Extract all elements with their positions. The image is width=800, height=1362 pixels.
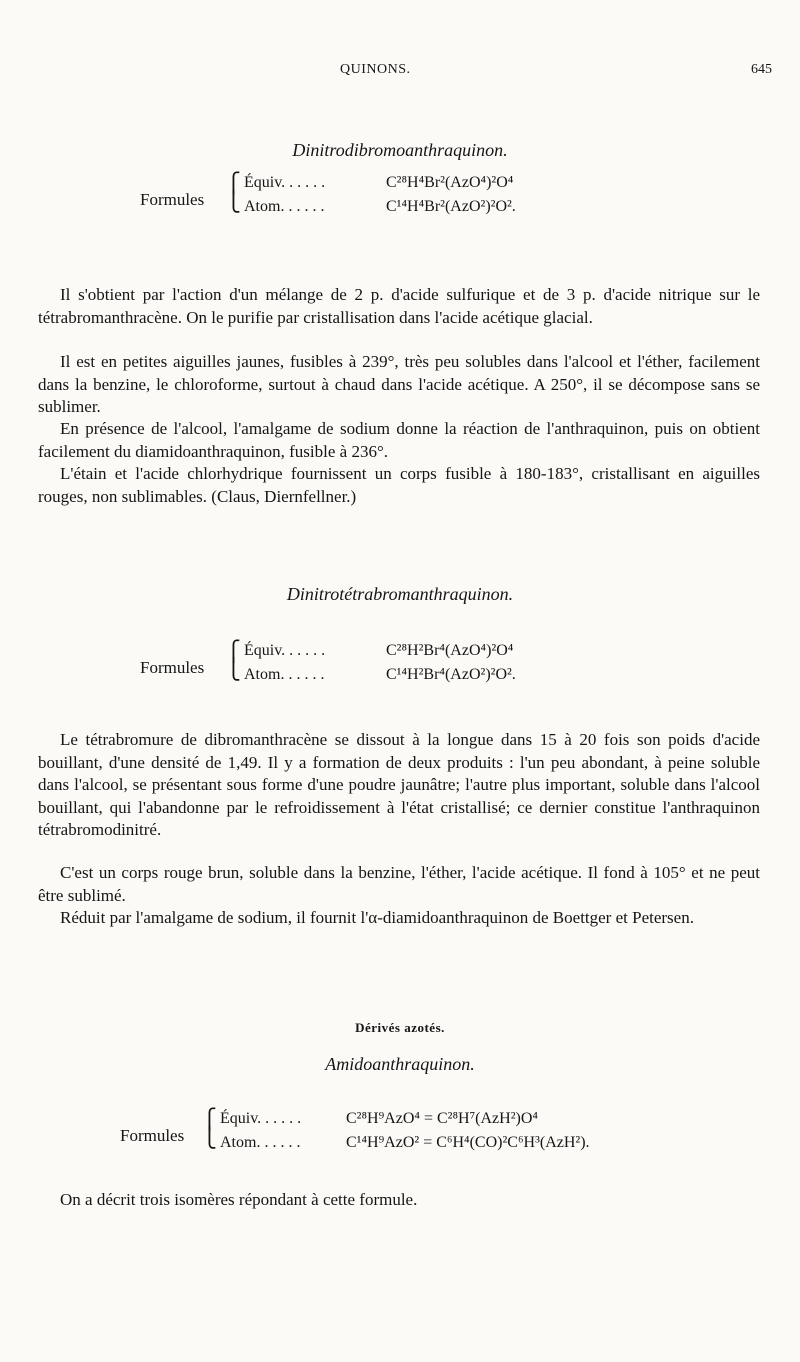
paragraph: Le tétrabromure de dibromanthracène se dissout à la longue dans 15 à 20 fois son poids d'acide bouillant, d'une densité de 1,49. Il y a formation de deux produits : l'un peu abondant, à peine soluble dans l'alcool, se présentant sous forme d'une poudre jaunâtre; l'autre plus important, soluble dans l'alcool bouillant, qui l'abandonne par le refroidissement à l'état cristallisé; ce dernier constitue l'anthraquinon tétrabromodinitré. (38, 730, 760, 839)
formula-label: Formules (120, 1126, 185, 1145)
formula-equiv-row (220, 1110, 538, 1128)
paragraph: Il est en petites aiguilles jaunes, fusibles à 239°, très peu solubles dans l'alcool et l'éther, facilement dans la benzine, le chloroforme, surtout à chaud dans l'acide acétique. A 250°, il se décompose sans se sublimer. (38, 352, 760, 416)
formula-equiv-key: Équiv. . . . . . (244, 174, 326, 191)
formula-equiv-key: Équiv. . . . . . (220, 1110, 302, 1127)
paragraph: Réduit par l'amalgame de sodium, il fournit l'α-diamidoanthraquinon de Boettger et Petersen. (60, 908, 694, 927)
formula-atom-key: Atom. . . . . . (220, 1134, 301, 1151)
formula-atom-value: C¹⁴H⁹AzO² = C⁶H⁴(CO)²C⁶H³(AzH²). (346, 1134, 590, 1151)
brace-bottom: ⎩ (226, 191, 241, 213)
formula-block (140, 172, 660, 232)
running-head (0, 62, 800, 80)
compound-heading: Dinitrodibromoanthraquinon. (292, 140, 508, 160)
compound-heading: Amidoanthraquinon. (325, 1054, 475, 1074)
brace-top: ⎧ (202, 1109, 217, 1131)
formula-atom-row (244, 198, 516, 216)
paragraph: C'est un corps rouge brun, soluble dans la benzine, l'éther, l'acide acétique. Il fond à 105° et ne peut être sublimé. (38, 863, 760, 905)
formula-atom-key: Atom. . . . . . (244, 198, 325, 215)
formula-atom-value: C¹⁴H²Br⁴(AzO²)²O². (386, 666, 516, 683)
brace-bottom: ⎩ (202, 1127, 217, 1149)
compound-heading: Dinitrotétrabromanthraquinon. (286, 584, 514, 604)
formula-atom-value: C¹⁴H⁴Br²(AzO²)²O². (386, 198, 516, 215)
formula-equiv-value: C²⁸H⁴Br²(AzO⁴)²O⁴ (386, 174, 514, 191)
formula-atom-row (244, 666, 516, 684)
paragraph: On a décrit trois isomères répondant à cette formule. (60, 1190, 418, 1209)
formula-equiv-row (244, 174, 514, 192)
formula-atom-row (220, 1134, 590, 1152)
page-number: 645 (751, 62, 772, 77)
formula-equiv-value: C²⁸H²Br⁴(AzO⁴)²O⁴ (386, 642, 514, 659)
formula-label: Formules (140, 190, 205, 209)
formula-atom-key: Atom. . . . . . (244, 666, 325, 683)
brace-top: ⎧ (226, 173, 241, 195)
brace-bottom: ⎩ (226, 659, 241, 681)
brace-top: ⎧ (226, 641, 241, 663)
paragraph: L'étain et l'acide chlorhydrique fournissent un corps fusible à 180-183°, cristallisant en aiguilles rouges, non sublimables. (Claus, Diernfellner.) (38, 464, 760, 506)
running-head-title: QUINONS. (340, 62, 411, 77)
formula-equiv-value: C²⁸H⁹AzO⁴ = C²⁸H⁷(AzH²)O⁴ (346, 1110, 538, 1127)
formula-block (120, 1108, 720, 1168)
formula-label: Formules (140, 658, 205, 677)
formula-equiv-row (244, 642, 514, 660)
paragraph: Il s'obtient par l'action d'un mélange de 2 p. d'acide sulfurique et de 3 p. d'acide nitrique sur le tétrabromanthracène. On le purifie par cristallisation dans l'acide acétique glacial. (38, 285, 760, 327)
formula-block (140, 640, 660, 700)
paragraph: En présence de l'alcool, l'amalgame de sodium donne la réaction de l'anthraquinon, puis on obtient facilement du diamidoanthraquinon, fusible à 236°. (38, 419, 760, 461)
section-heading: Dérivés azotés. (355, 1020, 445, 1035)
formula-equiv-key: Équiv. . . . . . (244, 642, 326, 659)
